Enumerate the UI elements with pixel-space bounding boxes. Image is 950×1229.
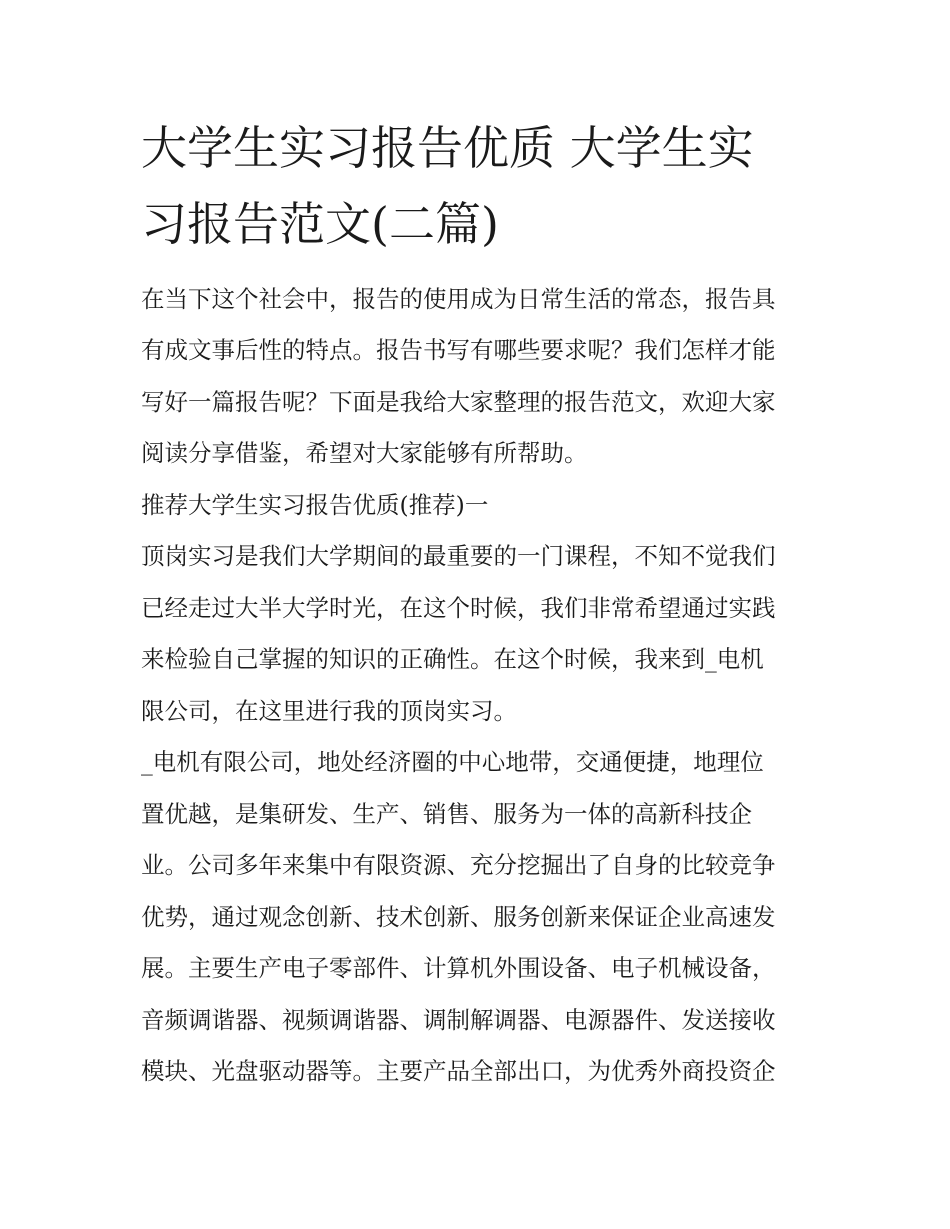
title-line-1: 大学生实习报告优质 大学生实: [141, 121, 754, 175]
text-line: 有成文事后性的特点。报告书写有哪些要求呢？我们怎样才能: [141, 336, 776, 364]
text-line: 阅读分享借鉴，希望对大家能够有所帮助。: [141, 439, 588, 467]
text-line: 写好一篇报告呢？下面是我给大家整理的报告范文，欢迎大家: [141, 388, 776, 416]
text-line: 置优越，是集研发、生产、销售、服务为一体的高新科技企: [141, 800, 752, 828]
text-line: 展。主要生产电子零部件、计算机外围设备、电子机械设备，: [141, 954, 776, 982]
text-line: 优势，通过观念创新、技术创新、服务创新来保证企业高速发: [141, 903, 776, 931]
text-line: 业。公司多年来集中有限资源、充分挖掘出了自身的比较竞争: [141, 851, 776, 879]
title-line-2: 习报告范文(二篇): [141, 197, 499, 251]
text-line: 模块、光盘驱动器等。主要产品全部出口，为优秀外商投资企: [141, 1057, 776, 1085]
text-line: 顶岗实习是我们大学期间的最重要的一门课程，不知不觉我们: [141, 542, 776, 570]
text-line: 音频调谐器、视频调谐器、调制解调器、电源器件、发送接收: [141, 1006, 776, 1034]
text-line: _电机有限公司，地处经济圈的中心地带，交通便捷，地理位: [141, 748, 764, 776]
section-heading: 推荐大学生实习报告优质(推荐)一: [141, 491, 489, 519]
text-line: 限公司，在这里进行我的顶岗实习。: [141, 697, 517, 725]
text-line: 已经走过大半大学时光，在这个时候，我们非常希望通过实践: [141, 594, 776, 622]
document-title: [141, 110, 821, 262]
text-line: 在当下这个社会中，报告的使用成为日常生活的常态，报告具: [141, 285, 776, 313]
text-line: 来检验自己掌握的知识的正确性。在这个时候，我来到_电机: [141, 645, 764, 673]
